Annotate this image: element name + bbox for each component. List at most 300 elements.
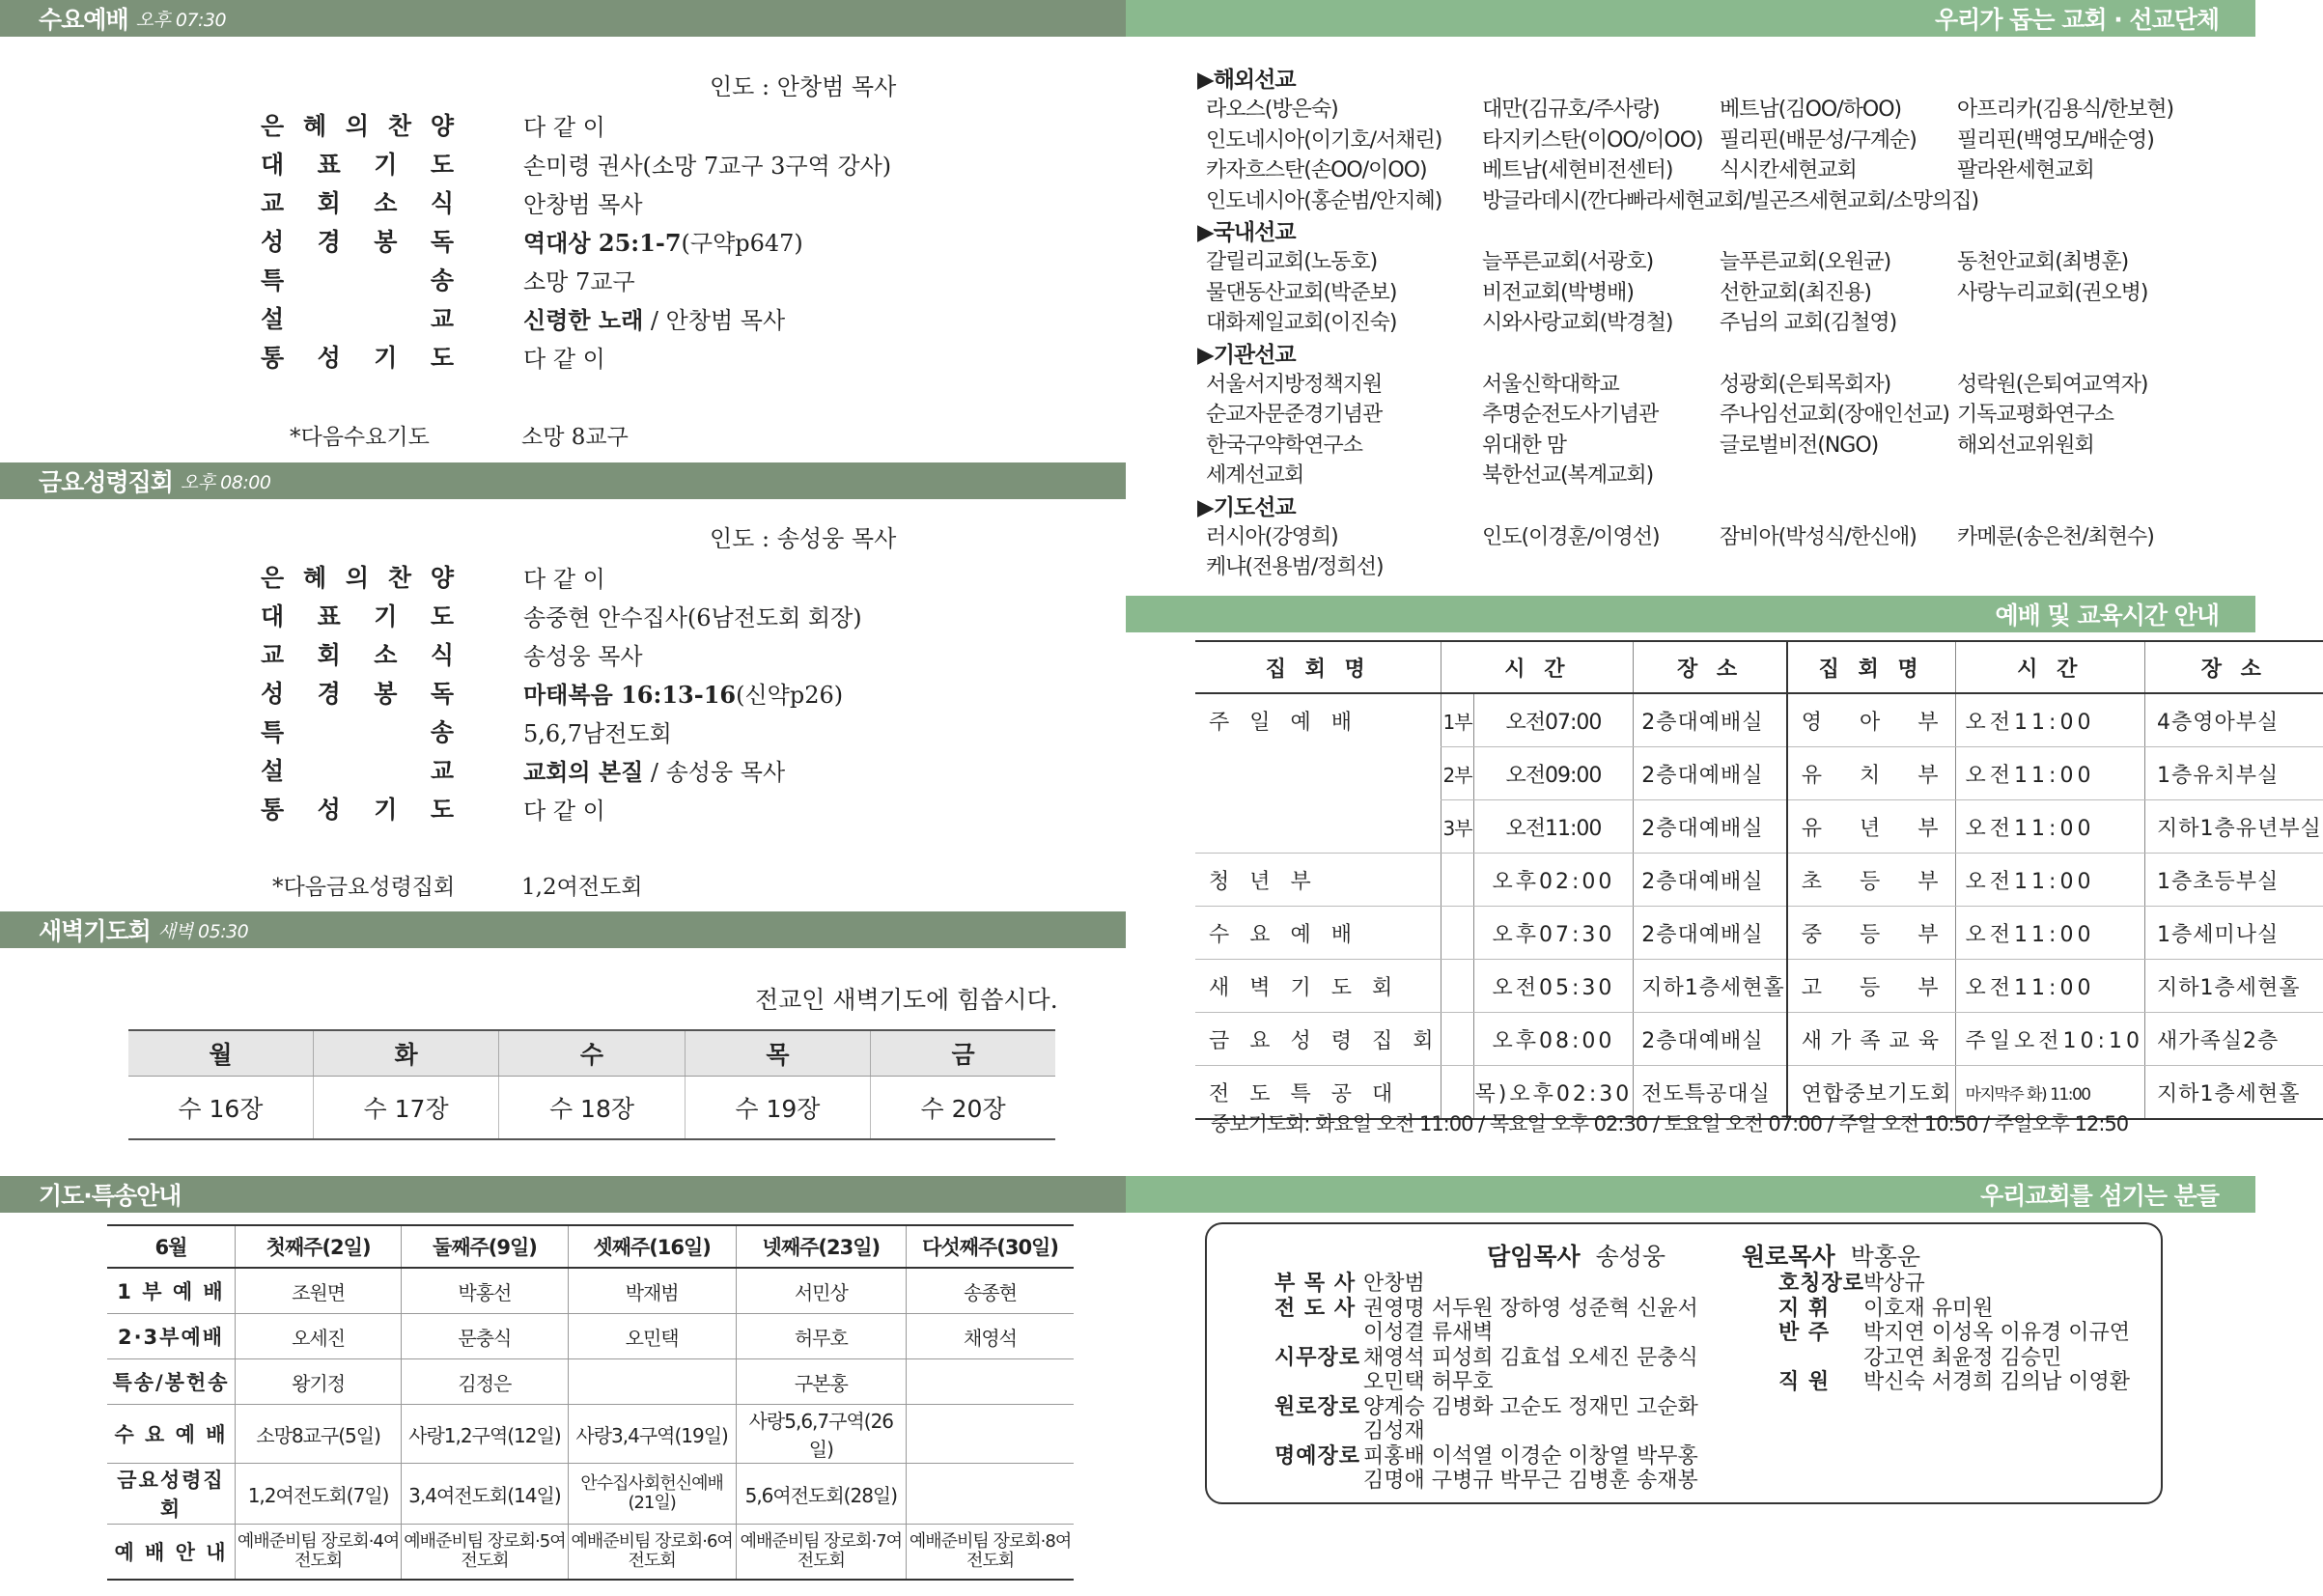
order-label-char: 봉 (374, 228, 398, 256)
mission-item: 인도네시아(홍순범/안지혜) (1206, 188, 1442, 213)
schedule-row (1195, 800, 2323, 854)
schedule-event-name2: 영 아 부 (1787, 693, 1955, 747)
prayer-cell: 문충식 (402, 1314, 569, 1359)
order-label-char: 교 (430, 305, 454, 333)
order-label-char: 찬 (387, 564, 412, 592)
staff-names: 채영석 피성희 김효섭 오세진 문충식 (1363, 1345, 1698, 1370)
order-value-text: / 안창범 목사 (643, 306, 786, 334)
dawn-header-bar (0, 911, 1126, 948)
order-value-text: 다 같 이 (523, 345, 605, 373)
schedule-event-name2: 고 등 부 (1787, 960, 1955, 1013)
order-label-char: 식 (430, 189, 454, 217)
order-label (261, 223, 454, 258)
order-label-char: 성 (261, 228, 285, 256)
order-label-char: 통 (261, 344, 285, 372)
mission-item: 팔라완세현교회 (1957, 158, 2094, 182)
order-label-char: 독 (430, 228, 454, 256)
prayer-cell: 박홍선 (402, 1268, 569, 1314)
fri-title: 금요성령집회 (39, 468, 173, 496)
prayer-cell: 오세진 (236, 1314, 402, 1359)
mission-item: 러시아(강영희) (1206, 524, 1338, 549)
schedule-header-bar (1126, 596, 2255, 632)
sched-head-time: 시 간 (1441, 641, 1634, 693)
prayer-cell: 안수집사회헌신예배 (21일) (568, 1464, 736, 1525)
prayer-col-header: 넷째주(23일) (736, 1225, 906, 1268)
order-label-char: 기 (374, 151, 398, 179)
mission-item: 동천안교회(최병훈) (1957, 250, 2129, 274)
mission-item: 늘푸른교회(오원균) (1720, 250, 1891, 274)
schedule-event-name: 수 요 예 배 (1195, 907, 1441, 960)
prayer-cell (907, 1464, 1074, 1525)
order-value (523, 340, 937, 374)
schedule-time2: 오전11:00 (1955, 907, 2144, 960)
prayer-cell: 3,4여전도회(14일) (402, 1464, 569, 1525)
prayer-row-label: 1 부 예 배 (107, 1268, 236, 1314)
schedule-row (1195, 693, 2323, 747)
order-label-char: 기 (374, 796, 398, 824)
order-label-char: 은 (261, 112, 285, 140)
mission-title: 우리가 돕는 교회 · 선교단체 (1935, 6, 2219, 34)
staff-role-label: 호칭장로 (1778, 1272, 1865, 1296)
order-label-char: 성 (317, 796, 341, 824)
mission-item: 베트남(세현비전센터) (1482, 158, 1673, 182)
order-value-text: 다 같 이 (523, 113, 605, 141)
mission-item: 성락원(은퇴여교역자) (1957, 372, 2148, 397)
order-value-text: 다 같 이 (523, 565, 605, 593)
staff-role-label: 전 도 사 (1274, 1296, 1357, 1321)
mission-item: 잠비아(박성식/한신애) (1720, 524, 1917, 549)
schedule-place: 2층대예배실 (1634, 747, 1787, 800)
staff-names: 박지연 이성옥 이유경 이규연 (1863, 1321, 2131, 1345)
prayer-cell: 김정은 (402, 1359, 569, 1405)
schedule-place: 2층대예배실 (1634, 854, 1787, 907)
order-value-text: 안창범 목사 (523, 190, 643, 218)
schedule-event-name2: 유 치 부 (1787, 747, 1955, 800)
prayer-cell: 예배준비팀 장로회·7여전도회 (736, 1525, 906, 1581)
order-label-char: 교 (261, 641, 285, 669)
order-label-char: 성 (317, 344, 341, 372)
prayer-cell: 왕기정 (236, 1359, 402, 1405)
staff-role-label: 지 휘 (1778, 1296, 1831, 1321)
schedule-place: 2층대예배실 (1634, 800, 1787, 854)
order-value (523, 185, 937, 219)
prayer-cell: 예배준비팀 장로회·4여전도회 (236, 1525, 402, 1581)
prayer-cell: 예배준비팀 장로회·6여전도회 (568, 1525, 736, 1581)
prayer-cell: 사랑1,2구역(12일) (402, 1405, 569, 1464)
order-row (261, 299, 937, 336)
prayer-col-header: 다섯째주(30일) (907, 1225, 1074, 1268)
order-value-bold: 신령한 노래 (523, 305, 644, 334)
prayer-row (107, 1405, 1074, 1464)
schedule-place2: 1층초등부실 (2144, 854, 2322, 907)
staff-role-label: 시무장로 (1274, 1345, 1361, 1370)
sched-head-time2: 시 간 (1955, 641, 2144, 693)
staff-header-bar (1126, 1176, 2255, 1213)
mission-item: 서울서지방정책지원 (1206, 372, 1383, 397)
order-row (261, 222, 937, 259)
order-label (261, 184, 454, 219)
mission-item: 베트남(김OO/하OO) (1720, 98, 1902, 122)
mission-item: 늘푸른교회(서광호) (1482, 250, 1654, 274)
order-label-char: 회 (317, 189, 341, 217)
schedule-title: 예배 및 교육시간 안내 (1995, 602, 2219, 630)
order-label-char: 양 (430, 112, 454, 140)
fri-next-label: *다음금요성령집회 (272, 875, 456, 900)
staff-role-label: 명예장로 (1274, 1443, 1361, 1469)
order-value-text: / 송성웅 목사 (643, 758, 786, 786)
order-label (261, 300, 454, 335)
mission-group-heading: ▶해외선교 (1197, 68, 1296, 93)
mission-item: 물댄동산교회(박준보) (1206, 280, 1397, 305)
order-row (261, 106, 937, 143)
order-label (261, 339, 454, 374)
order-label-char: 경 (317, 228, 341, 256)
schedule-time2: 주일오전10:10 (1955, 1013, 2144, 1066)
senior-pastor-name: 송성웅 (1595, 1243, 1666, 1271)
schedule-row (1195, 907, 2323, 960)
schedule-place: 2층대예배실 (1634, 693, 1787, 747)
mission-item: 인도(이경훈/이영선) (1482, 524, 1660, 549)
prayer-row (107, 1268, 1074, 1314)
wed-header-bar (0, 0, 1126, 37)
mission-item: 타지키스탄(이OO/이OO) (1482, 127, 1703, 153)
schedule-event-name2: 유 년 부 (1787, 800, 1955, 854)
order-label (261, 559, 454, 594)
schedule-event-name (1195, 747, 1441, 800)
schedule-place2: 1층유치부실 (2144, 747, 2322, 800)
senior-pastor (1487, 1238, 1665, 1273)
schedule-time: 오전09:00 (1473, 747, 1634, 800)
schedule-time: 오후02:00 (1473, 854, 1634, 907)
prayer-col-header: 둘째주(9일) (402, 1225, 569, 1268)
schedule-time2: 오전11:00 (1955, 747, 2144, 800)
schedule-event-name: 금 요 성 령 집 회 (1195, 1013, 1441, 1066)
dawn-hymn: 수 16장 (128, 1077, 313, 1140)
dawn-day: 금 (871, 1030, 1055, 1077)
dawn-title: 새벽기도회 (39, 917, 151, 945)
mission-item: 순교자문준경기념관 (1206, 403, 1383, 427)
schedule-event-name2: 초 등 부 (1787, 854, 1955, 907)
wed-time: 오후 07:30 (135, 9, 227, 31)
order-value-text: 다 같 이 (523, 797, 605, 825)
schedule-table (1195, 640, 2323, 1120)
order-row (261, 790, 937, 826)
mission-item: 북한선교(복계교회) (1482, 463, 1654, 488)
order-value (523, 224, 937, 258)
mission-item: 비전교회(박병배) (1482, 280, 1634, 305)
prayer-table (107, 1224, 1074, 1581)
order-label-char: 소 (374, 189, 398, 217)
prayer-row-label: 2·3부예배 (107, 1314, 236, 1359)
staff-names: 박상규 (1863, 1272, 1925, 1296)
prayer-cell: 허무호 (736, 1314, 906, 1359)
mission-item: 추명순전도사기념관 (1482, 403, 1659, 427)
order-row (261, 558, 937, 595)
schedule-event-name: 전 도 특 공 대 (1195, 1066, 1441, 1120)
schedule-time: 오후07:30 (1473, 907, 1634, 960)
staff-names: 김명애 구병규 박무근 김병훈 송재봉 (1363, 1469, 1698, 1493)
mission-group-heading: ▶기도선교 (1197, 494, 1296, 520)
schedule-part (1441, 960, 1473, 1013)
schedule-time: 오전05:30 (1473, 960, 1634, 1013)
order-row (261, 597, 937, 633)
prayer-cell: 구본홍 (736, 1359, 906, 1405)
mission-group-heading: ▶기관선교 (1197, 342, 1296, 368)
order-row (261, 751, 937, 788)
schedule-place: 2층대예배실 (1634, 1013, 1787, 1066)
order-row (261, 183, 937, 220)
mission-item: 인도네시아(이기호/서채린) (1206, 127, 1442, 153)
order-label-char: 소 (374, 641, 398, 669)
schedule-place2: 지하1층세현홀 (2144, 1066, 2322, 1120)
mission-item: 아프리카(김용식/한보현) (1957, 98, 2174, 122)
staff-names: 강고연 최윤정 김승민 (1863, 1345, 2062, 1370)
order-value (523, 147, 937, 181)
order-value-text: 송성웅 목사 (523, 642, 643, 670)
wed-leader: 인도 : 안창범 목사 (710, 73, 897, 100)
schedule-event-name2: 새 가 족 교 육 (1787, 1013, 1955, 1066)
schedule-time: 오후08:00 (1473, 1013, 1634, 1066)
order-label-char: 도 (430, 602, 454, 630)
prayer-col-header: 첫째주(2일) (236, 1225, 402, 1268)
schedule-event-name: 주 일 예 배 (1209, 710, 1358, 735)
prayer-cell: 소망8교구(5일) (236, 1405, 402, 1464)
order-label-char: 도 (430, 151, 454, 179)
mission-item: 위대한 맘 (1482, 433, 1567, 458)
prayer-cell: 송종현 (907, 1268, 1074, 1314)
mission-group-heading: ▶국내선교 (1197, 220, 1296, 245)
wed-next (290, 419, 629, 451)
order-row (261, 338, 937, 375)
mission-item: 카자흐스탄(손OO/이OO) (1206, 158, 1427, 182)
schedule-time2: 오전11:00 (1955, 693, 2144, 747)
senior-pastor-label: 담임목사 (1487, 1243, 1581, 1271)
schedule-part: 1부 (1441, 693, 1473, 747)
order-label-char: 설 (261, 757, 285, 785)
prayer-cell: 사랑5,6,7구역(26일) (736, 1405, 906, 1464)
staff-names: 양계승 김병화 고순도 정재민 고순화 (1363, 1394, 1698, 1419)
order-label-char: 성 (261, 680, 285, 708)
prayer-row-label: 수 요 예 배 (107, 1405, 236, 1464)
order-label-char: 식 (430, 641, 454, 669)
sched-head-place2: 장 소 (2144, 641, 2322, 693)
schedule-place2: 4층영아부실 (2144, 693, 2322, 747)
emeritus-pastor-name: 박홍운 (1850, 1243, 1921, 1271)
order-row (261, 674, 937, 711)
prayer-cell (907, 1359, 1074, 1405)
prayer-cell: 서민상 (736, 1268, 906, 1314)
mission-item: 카메룬(송은천/최현수) (1957, 524, 2154, 549)
fri-leader: 인도 : 송성웅 목사 (710, 525, 897, 552)
mission-header-bar (1126, 0, 2255, 37)
dawn-message: 전교인 새벽기도에 힘씁시다. (755, 986, 1058, 1014)
order-value (523, 301, 937, 335)
staff-names: 권영명 서두원 장하영 성준혁 신윤서 (1363, 1296, 1698, 1321)
schedule-part (1441, 907, 1473, 960)
order-label-char: 경 (317, 680, 341, 708)
prayer-col-header: 6월 (107, 1225, 236, 1268)
mission-item: 라오스(방은숙) (1206, 98, 1338, 122)
order-label-char: 기 (374, 344, 398, 372)
order-label (261, 636, 454, 671)
wed-next-value: 소망 8교구 (521, 425, 629, 450)
prayer-row (107, 1314, 1074, 1359)
order-label (261, 107, 454, 142)
schedule-event-name: 새 벽 기 도 회 (1195, 960, 1441, 1013)
staff-role-label: 원로장로 (1274, 1394, 1361, 1419)
schedule-event-name: 청 년 부 (1195, 854, 1441, 907)
prayer-row (107, 1525, 1074, 1581)
dawn-hymn-table (128, 1029, 1055, 1140)
staff-names: 박신숙 서경희 김의남 이영환 (1863, 1370, 2131, 1394)
staff-box (1205, 1222, 2163, 1504)
prayer-row-label: 예 배 안 내 (107, 1525, 236, 1581)
staff-title: 우리교회를 섬기는 분들 (1980, 1182, 2219, 1210)
order-label-char: 혜 (302, 564, 327, 592)
schedule-time2: 마지막주 화) 11:00 (1955, 1066, 2144, 1120)
prayer-cell: 1,2여전도회(7일) (236, 1464, 402, 1525)
schedule-time2: 오전11:00 (1955, 800, 2144, 854)
wed-next-label: *다음수요기도 (290, 425, 430, 450)
mission-item: 갈릴리교회(노동호) (1206, 250, 1378, 274)
staff-names: 오민택 허무호 (1363, 1370, 1494, 1394)
dawn-day: 화 (313, 1030, 498, 1077)
mission-item: 케냐(전용범/정희선) (1206, 555, 1384, 579)
staff-names: 이성결 류새벽 (1363, 1321, 1494, 1345)
prayer-cell: 예배준비팀 장로회·8여전도회 (907, 1525, 1074, 1581)
order-label-char: 설 (261, 305, 285, 333)
mission-item: 대만(김규호/주사랑) (1482, 98, 1660, 122)
order-row (261, 145, 937, 182)
staff-role-label: 직 원 (1778, 1370, 1831, 1394)
schedule-time: 목)오후02:30 (1473, 1066, 1634, 1120)
prayer-cell: 5,6여전도회(28일) (736, 1464, 906, 1525)
mission-item: 선한교회(최진용) (1720, 280, 1871, 305)
prayer-header-bar (0, 1176, 1126, 1213)
order-value (523, 792, 937, 826)
order-label-char: 송 (430, 718, 454, 746)
order-value-text: 손미령 권사(소망 7교구 3구역 강사) (523, 152, 892, 180)
schedule-place: 전도특공대실 (1634, 1066, 1787, 1120)
prayer-cell (568, 1359, 736, 1405)
order-label (261, 714, 454, 748)
prayer-row-label: 금요성령집회 (107, 1464, 236, 1525)
order-value (523, 263, 937, 296)
schedule-place2: 1층세미나실 (2144, 907, 2322, 960)
order-value (523, 599, 937, 632)
schedule-event-name2: 연합중보기도회 (1787, 1066, 1955, 1120)
order-value-text: (구약p647) (681, 229, 803, 257)
order-row (261, 635, 937, 672)
order-value-bold: 교회의 본질 (523, 757, 644, 786)
order-label-char: 대 (261, 602, 285, 630)
order-value (523, 637, 937, 671)
staff-role-label: 반 주 (1778, 1321, 1831, 1345)
schedule-place2: 지하1층유년부실 (2144, 800, 2322, 854)
mission-item: 글로벌비전(NGO) (1720, 433, 1879, 458)
order-value (523, 560, 937, 594)
prayer-title: 기도·특송안내 (39, 1182, 182, 1210)
dawn-hymn: 수 17장 (313, 1077, 498, 1140)
order-label-char: 교 (261, 189, 285, 217)
mission-item: 한국구약학연구소 (1206, 433, 1363, 458)
sched-head-place: 장 소 (1634, 641, 1787, 693)
order-label-char: 도 (430, 796, 454, 824)
staff-names: 안창범 (1363, 1272, 1425, 1296)
order-value-bold: 역대상 25:1-7 (523, 228, 682, 257)
order-value-text: 송중현 안수집사(6남전도회 회장) (523, 603, 862, 631)
order-value (523, 676, 937, 710)
schedule-row (1195, 854, 2323, 907)
schedule-event-name (1195, 800, 1441, 854)
mission-item: 식시칸세현교회 (1720, 158, 1857, 182)
schedule-place: 2층대예배실 (1634, 907, 1787, 960)
prayer-row-label: 특송/봉헌송 (107, 1359, 236, 1405)
emeritus-pastor-label: 원로목사 (1742, 1243, 1835, 1271)
dawn-hymn: 수 18장 (499, 1077, 685, 1140)
order-value-text: 5,6,7남전도회 (523, 719, 672, 747)
schedule-time: 오전11:00 (1473, 800, 1634, 854)
schedule-part: 3부 (1441, 800, 1473, 854)
order-value (523, 753, 937, 787)
order-row (261, 261, 937, 297)
prayer-cell: 사랑3,4구역(19일) (568, 1405, 736, 1464)
prayer-cell: 예배준비팀 장로회·5여전도회 (402, 1525, 569, 1581)
prayer-cell: 채영석 (907, 1314, 1074, 1359)
order-value-text: 소망 7교구 (523, 267, 635, 295)
order-label (261, 146, 454, 181)
mission-item: 기독교평화연구소 (1957, 403, 2114, 427)
order-value-text: (신약p26) (736, 681, 844, 709)
schedule-row (1195, 747, 2323, 800)
sched-head-name2: 집 회 명 (1787, 641, 1955, 693)
mission-item: 주나임선교회(장애인선교) (1720, 403, 1949, 427)
dawn-hymn: 수 19장 (685, 1077, 870, 1140)
fri-time: 오후 08:00 (180, 471, 271, 493)
order-label-char: 도 (430, 344, 454, 372)
mission-item: 방글라데시(깐다빠라세현교회/빌곤즈세현교회/소망의집) (1482, 188, 1979, 213)
wed-title: 수요예배 (39, 6, 128, 34)
schedule-time: 오전07:00 (1473, 693, 1634, 747)
order-label-char: 은 (261, 564, 285, 592)
order-label-char: 대 (261, 151, 285, 179)
order-label (261, 791, 454, 826)
order-row (261, 713, 937, 749)
schedule-row (1195, 960, 2323, 1013)
order-label-char: 의 (345, 564, 370, 592)
dawn-day: 수 (499, 1030, 685, 1077)
fri-next-value: 1,2여전도회 (521, 875, 643, 900)
staff-role-label: 부 목 사 (1274, 1272, 1357, 1296)
schedule-place2: 새가족실2층 (2144, 1013, 2322, 1066)
order-label-char: 독 (430, 680, 454, 708)
mission-item: 세계선교회 (1206, 463, 1304, 488)
schedule-time2: 오전11:00 (1955, 854, 2144, 907)
prayer-row (107, 1359, 1074, 1405)
schedule-time2: 오전11:00 (1955, 960, 2144, 1013)
order-label-char: 기 (374, 602, 398, 630)
mission-item: 해외선교위원회 (1957, 433, 2094, 458)
mission-item: 시와사랑교회(박경철) (1482, 311, 1673, 335)
mission-item: 대화제일교회(이진숙) (1206, 311, 1397, 335)
schedule-part (1441, 1013, 1473, 1066)
order-value (523, 714, 937, 748)
order-value (523, 108, 937, 142)
schedule-event-name2: 중 등 부 (1787, 907, 1955, 960)
order-label-char: 통 (261, 796, 285, 824)
order-label (261, 675, 454, 710)
intercession-note: 중보기도회: 화요일 오전 11:00 / 목요일 오후 02:30 / 토요일 오전 07:00 / 주일 오전 10:50 / 주일오후 12:50 (1211, 1112, 2129, 1135)
